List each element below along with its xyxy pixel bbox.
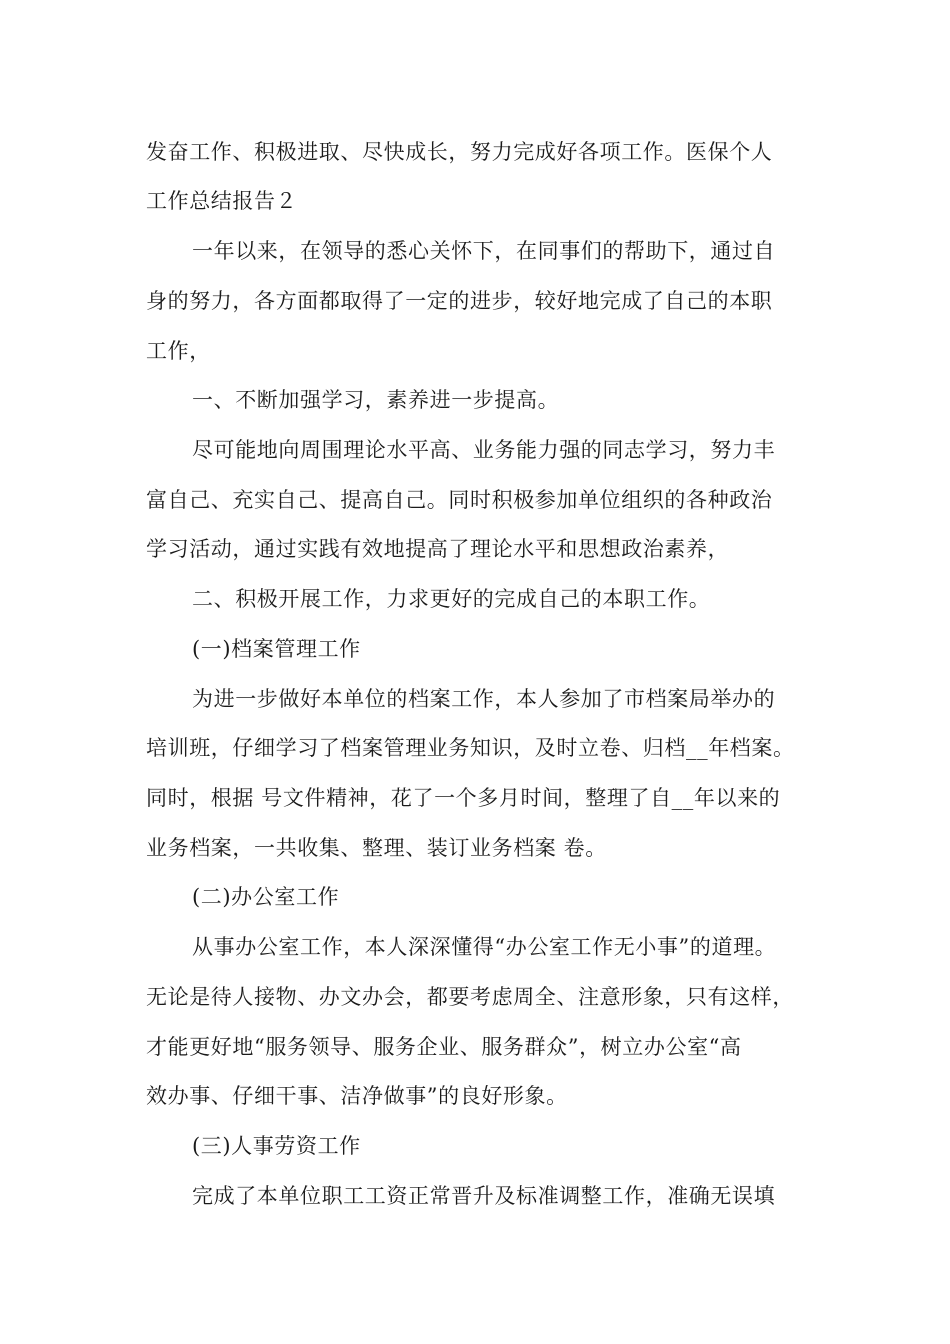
text-line: 无论是待人接物、办文办会，都要考虑周全、注意形象，只有这样，	[146, 985, 794, 1009]
text-line: 工作，	[146, 339, 211, 363]
text-line: 同时，根据 号文件精神，花了一个多月时间，整理了自__年以来的	[146, 786, 781, 810]
section-heading: 二、积极开展工作，力求更好的完成自己的本职工作。	[192, 587, 711, 611]
paragraph-first-line: 完成了本单位职工工资正常晋升及标准调整工作，准确无误填	[192, 1184, 776, 1208]
section-heading: 一、不断加强学习，素养进一步提高。	[192, 388, 560, 412]
text-line: 培训班，仔细学习了档案管理业务知识，及时立卷、归档__年档案。	[146, 736, 795, 760]
paragraph-first-line: 从事办公室工作，本人深深懂得“办公室工作无小事”的道理。	[192, 935, 777, 959]
text-line: 业务档案，一共收集、整理、装订业务档案 卷。	[146, 836, 607, 860]
paragraph-first-line: 尽可能地向周围理论水平高、业务能力强的同志学习，努力丰	[192, 438, 776, 462]
subsection-heading: (二)办公室工作	[192, 885, 340, 909]
text-line: 身的努力，各方面都取得了一定的进步，较好地完成了自己的本职	[146, 289, 773, 313]
subsection-heading: (三)人事劳资工作	[192, 1134, 361, 1158]
subsection-heading: (一)档案管理工作	[192, 637, 361, 661]
text-line: 才能更好地“服务领导、服务企业、服务群众”，树立办公室“高	[146, 1035, 742, 1059]
paragraph-first-line: 一年以来，在领导的悉心关怀下，在同事们的帮助下，通过自	[192, 239, 776, 263]
text-line: 学习活动，通过实践有效地提高了理论水平和思想政治素养，	[146, 537, 730, 561]
text-line: 工作总结报告２	[146, 189, 298, 213]
paragraph-first-line: 为进一步做好本单位的档案工作，本人参加了市档案局举办的	[192, 687, 776, 711]
text-line: 富自己、充实自己、提高自己。同时积极参加单位组织的各种政治	[146, 488, 773, 512]
text-line: 发奋工作、积极进取、尽快成长，努力完成好各项工作。医保个人	[146, 140, 773, 164]
text-line: 效办事、仔细干事、洁净做事”的良好形象。	[146, 1084, 568, 1108]
